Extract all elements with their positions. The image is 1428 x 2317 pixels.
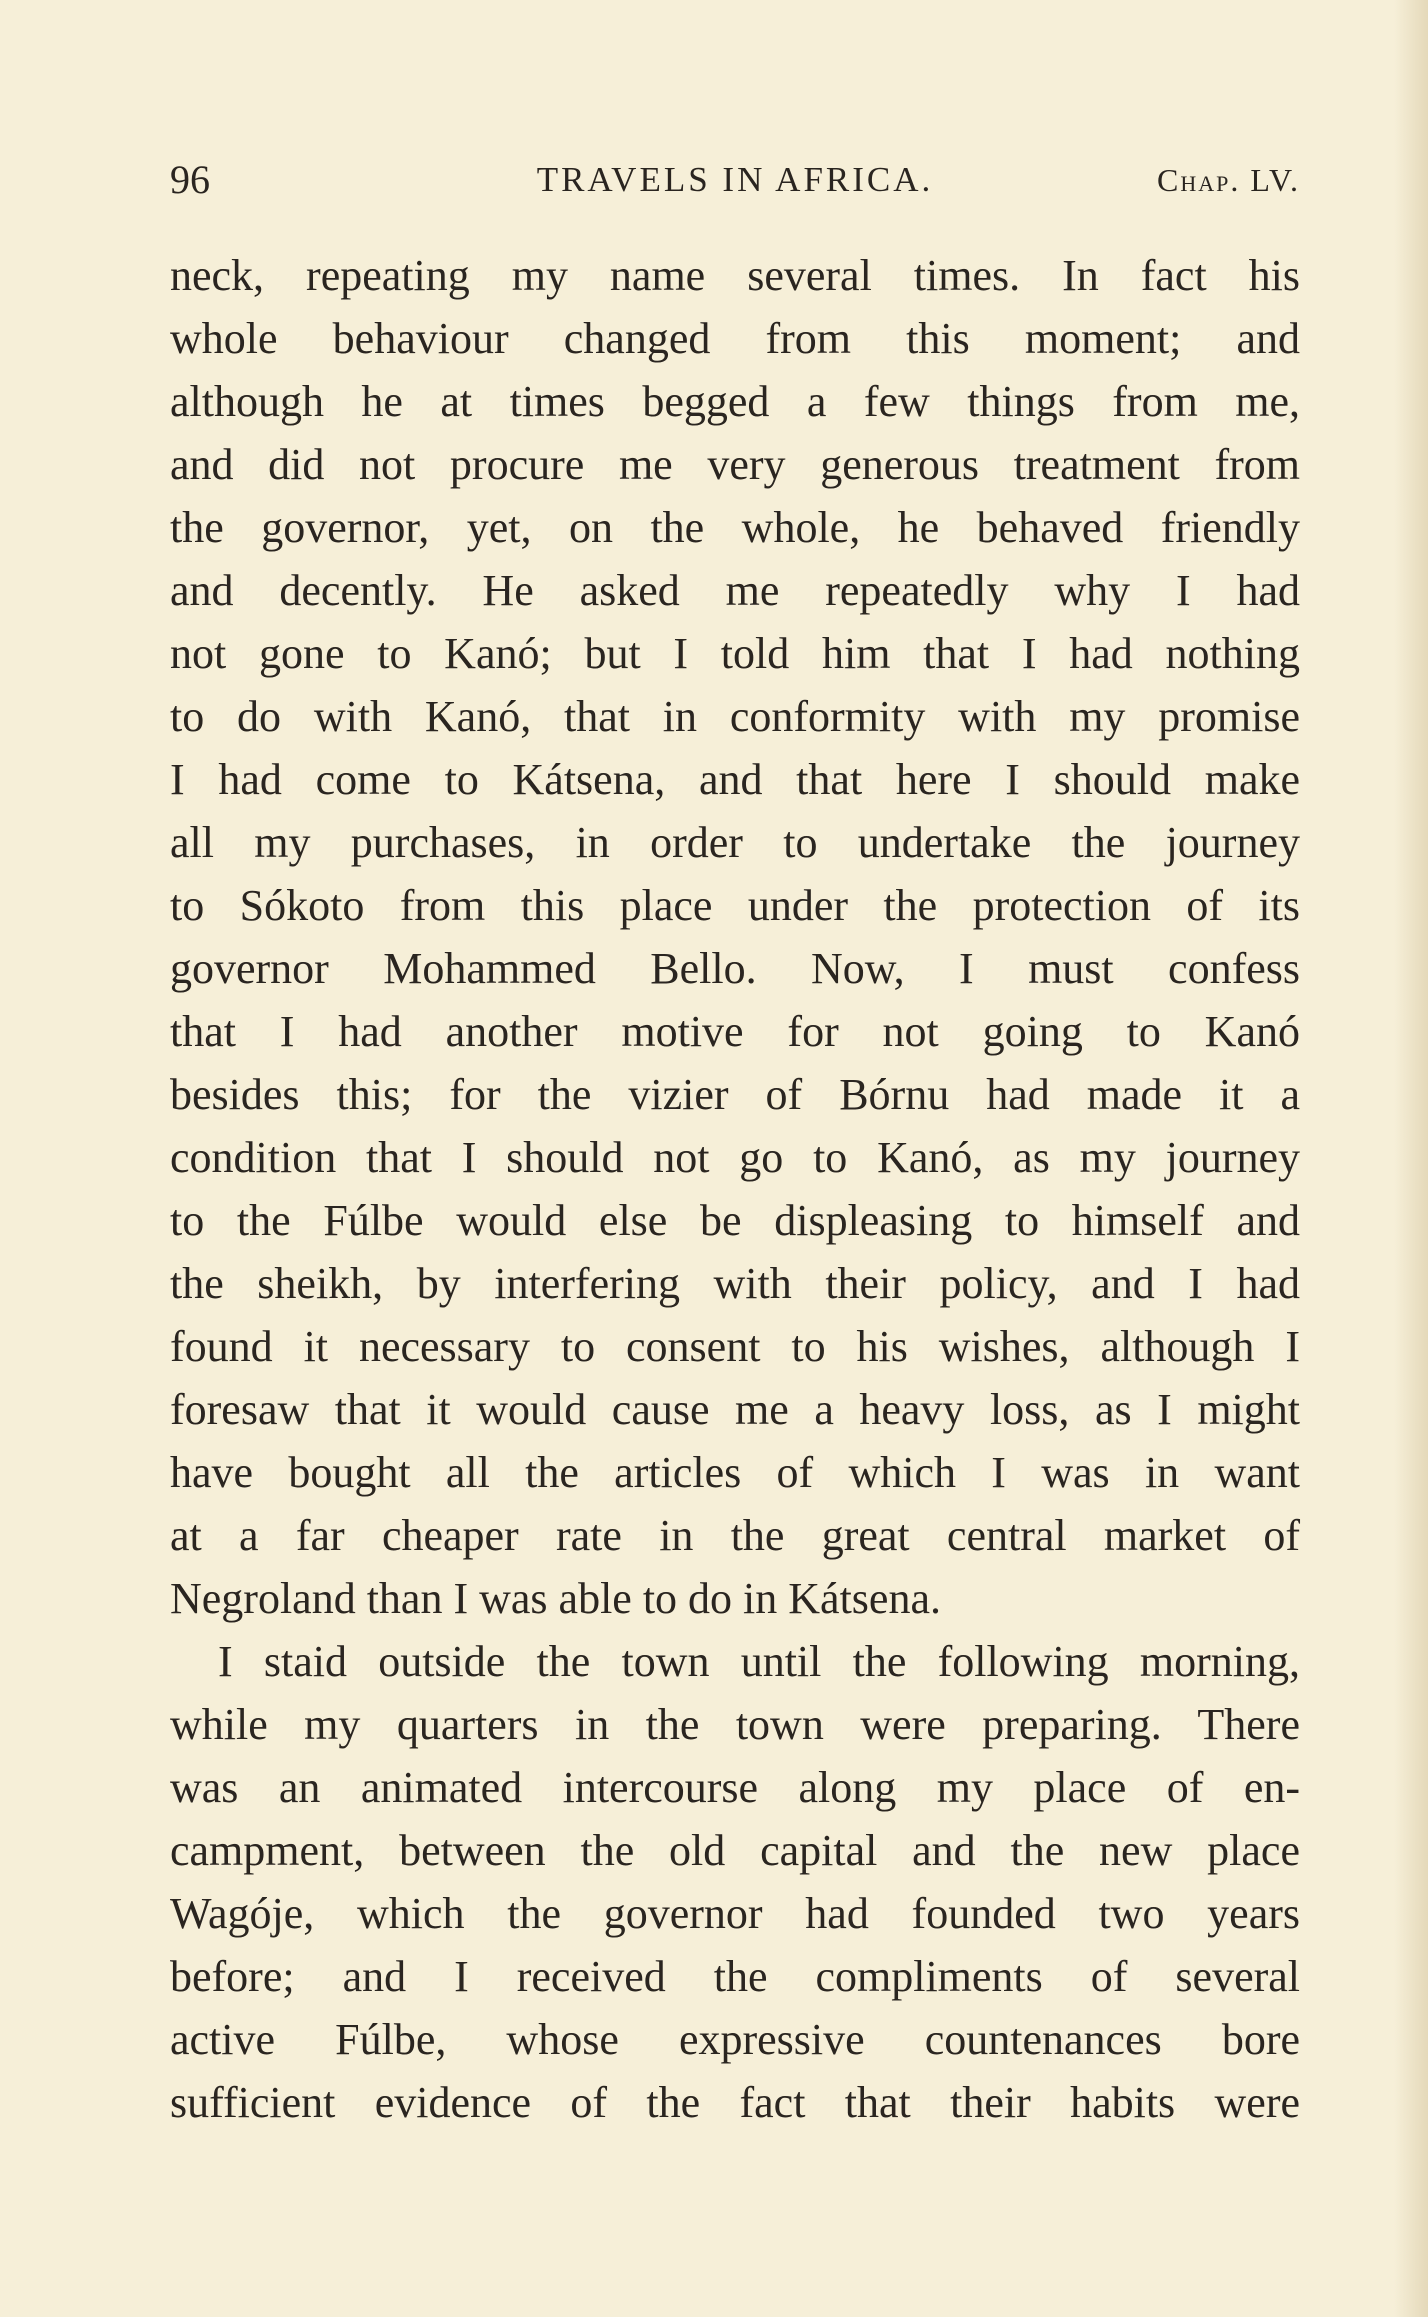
text-line: and did not procure me very generous treatment from bbox=[170, 440, 1300, 489]
paragraph-end-line: Negroland than I was able to do in Kátsena. bbox=[170, 1574, 941, 1623]
text-line: not gone to Kanó; but I told him that I had nothing bbox=[170, 629, 1300, 678]
text-line: while my quarters in the town were preparing. There bbox=[170, 1700, 1300, 1749]
text-line: governor Mohammed Bello. Now, I must confess bbox=[170, 944, 1300, 993]
text-line: the governor, yet, on the whole, he behaved friendly bbox=[170, 503, 1300, 552]
paragraph-start-line: I staid outside the town until the following morning, bbox=[218, 1637, 1300, 1686]
text-line: the sheikh, by interfering with their policy, and I had bbox=[170, 1259, 1300, 1308]
text-line: before; and I received the compliments of several bbox=[170, 1952, 1300, 2001]
text-line: to the Fúlbe would else be displeasing to himself and bbox=[170, 1196, 1300, 1245]
text-line: neck, repeating my name several times. In fact his bbox=[170, 251, 1300, 300]
text-line: have bought all the articles of which I was in want bbox=[170, 1448, 1300, 1497]
text-line: campment, between the old capital and the new place bbox=[170, 1826, 1300, 1875]
text-line: sufficient evidence of the fact that their habits were bbox=[170, 2078, 1300, 2127]
text-line: Wagóje, which the governor had founded two years bbox=[170, 1889, 1300, 1938]
text-line: found it necessary to consent to his wishes, although I bbox=[170, 1322, 1300, 1371]
book-title: TRAVELS IN AFRICA. bbox=[536, 160, 934, 199]
text-line: although he at times begged a few things from me, bbox=[170, 377, 1300, 426]
text-line: condition that I should not go to Kanó, as my journey bbox=[170, 1133, 1300, 1182]
page-text bbox=[170, 244, 1300, 2134]
chapter-label: Chap. LV. bbox=[1157, 162, 1300, 198]
text-line: all my purchases, in order to undertake the journey bbox=[170, 818, 1300, 867]
text-line: that I had another motive for not going to Kanó bbox=[170, 1007, 1300, 1056]
text-line: active Fúlbe, whose expressive countenances bore bbox=[170, 2015, 1300, 2064]
running-head bbox=[170, 150, 1300, 210]
page-number: 96 bbox=[170, 157, 210, 202]
text-line: whole behaviour changed from this moment; and bbox=[170, 314, 1300, 363]
page-edge-shadow bbox=[1394, 0, 1428, 2317]
text-line: and decently. He asked me repeatedly why I had bbox=[170, 566, 1300, 615]
text-line: to do with Kanó, that in conformity with my promise bbox=[170, 692, 1300, 741]
text-line: at a far cheaper rate in the great central market of bbox=[170, 1511, 1300, 1560]
text-line: besides this; for the vizier of Bórnu had made it a bbox=[170, 1070, 1300, 1119]
text-line: to Sókoto from this place under the protection of its bbox=[170, 881, 1300, 930]
text-line: I had come to Kátsena, and that here I should make bbox=[170, 755, 1300, 804]
text-line: foresaw that it would cause me a heavy loss, as I might bbox=[170, 1385, 1300, 1434]
text-line: was an animated intercourse along my place of en- bbox=[170, 1763, 1300, 1812]
